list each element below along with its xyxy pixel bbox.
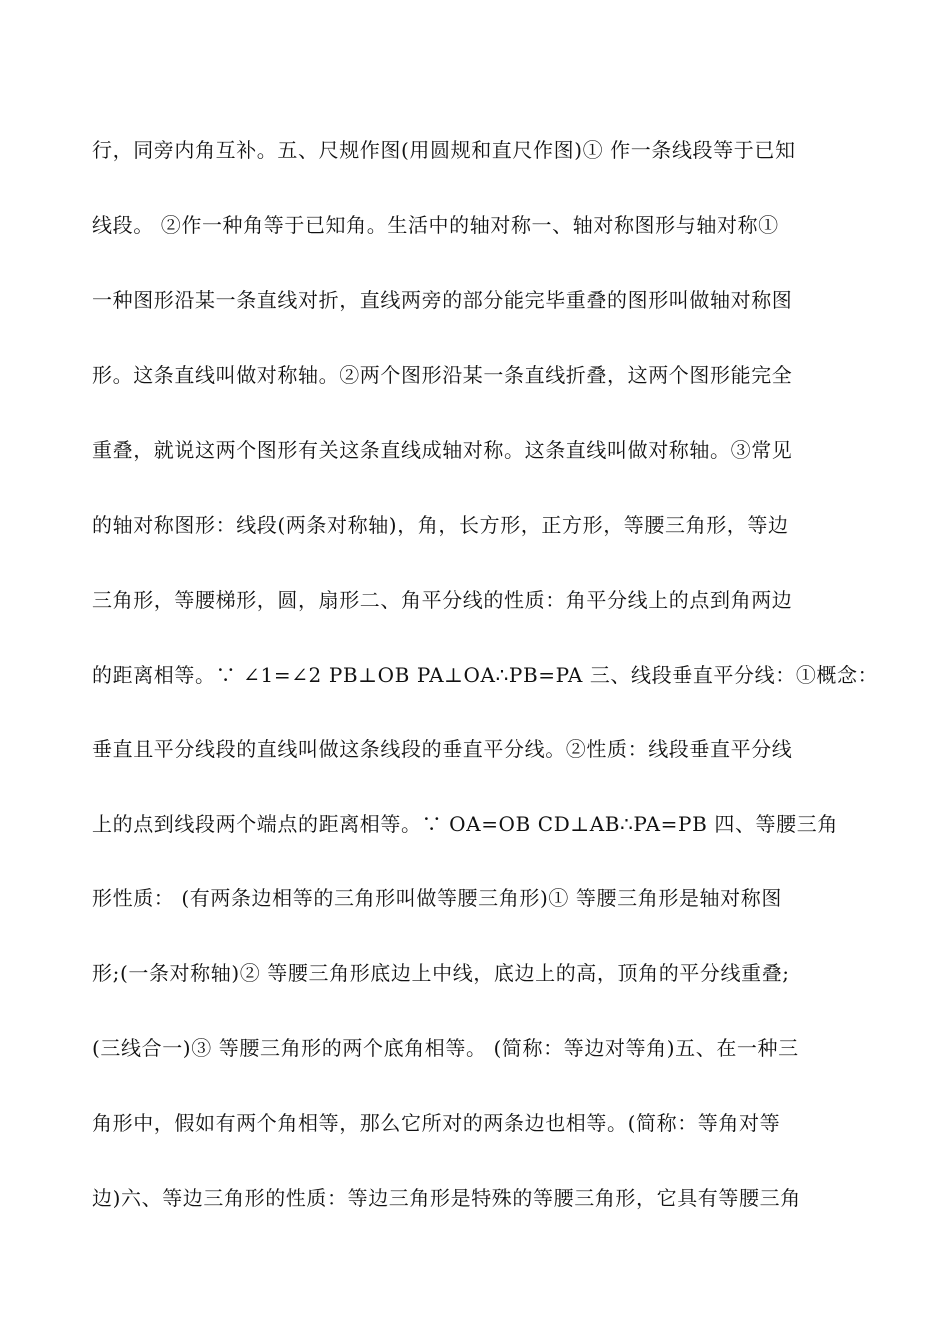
text-line: 线段。 ②作一种角等于已知角。生活中的轴对称一、轴对称图形与轴对称① [92,213,779,237]
text-line: 的距离相等。∵ ∠1=∠2 PB⊥OB PA⊥OA∴PB=PA 三、线段垂直平分线：①概念： [92,663,879,687]
text-line: 边)六、等边三角形的性质：等边三角形是特殊的等腰三角形，它具有等腰三角 [92,1186,801,1210]
text-line: 三角形，等腰梯形，圆，扇形二、角平分线的性质：角平分线上的点到角两边 [92,588,793,612]
text-line: 形;(一条对称轴)② 等腰三角形底边上中线，底边上的高，顶角的平分线重叠; [92,961,790,985]
text-line: 行，同旁内角互补。五、尺规作图(用圆规和直尺作图)① 作一条线段等于已知 [92,138,796,162]
text-line: 的轴对称图形：线段(两条对称轴)，角，长方形，正方形，等腰三角形，等边 [92,513,789,537]
text-line: 角形中，假如有两个角相等，那么它所对的两条边也相等。(简称：等角对等 [92,1111,781,1135]
text-line: (三线合一)③ 等腰三角形的两个底角相等。 (简称：等边对等角)五、在一种三 [92,1036,799,1060]
text-line: 形。这条直线叫做对称轴。②两个图形沿某一条直线折叠，这两个图形能完全 [92,363,793,387]
text-line: 垂直且平分线段的直线叫做这条线段的垂直平分线。②性质：线段垂直平分线 [92,737,793,761]
text-line: 重叠，就说这两个图形有关这条直线成轴对称。这条直线叫做对称轴。③常见 [92,438,793,462]
text-line: 一种图形沿某一条直线对折，直线两旁的部分能完毕重叠的图形叫做轴对称图 [92,288,793,312]
text-line: 形性质： (有两条边相等的三角形叫做等腰三角形)① 等腰三角形是轴对称图 [92,886,782,910]
text-line: 上的点到线段两个端点的距离相等。∵ OA=OB CD⊥AB∴PA=PB 四、等腰三角 [92,812,838,836]
